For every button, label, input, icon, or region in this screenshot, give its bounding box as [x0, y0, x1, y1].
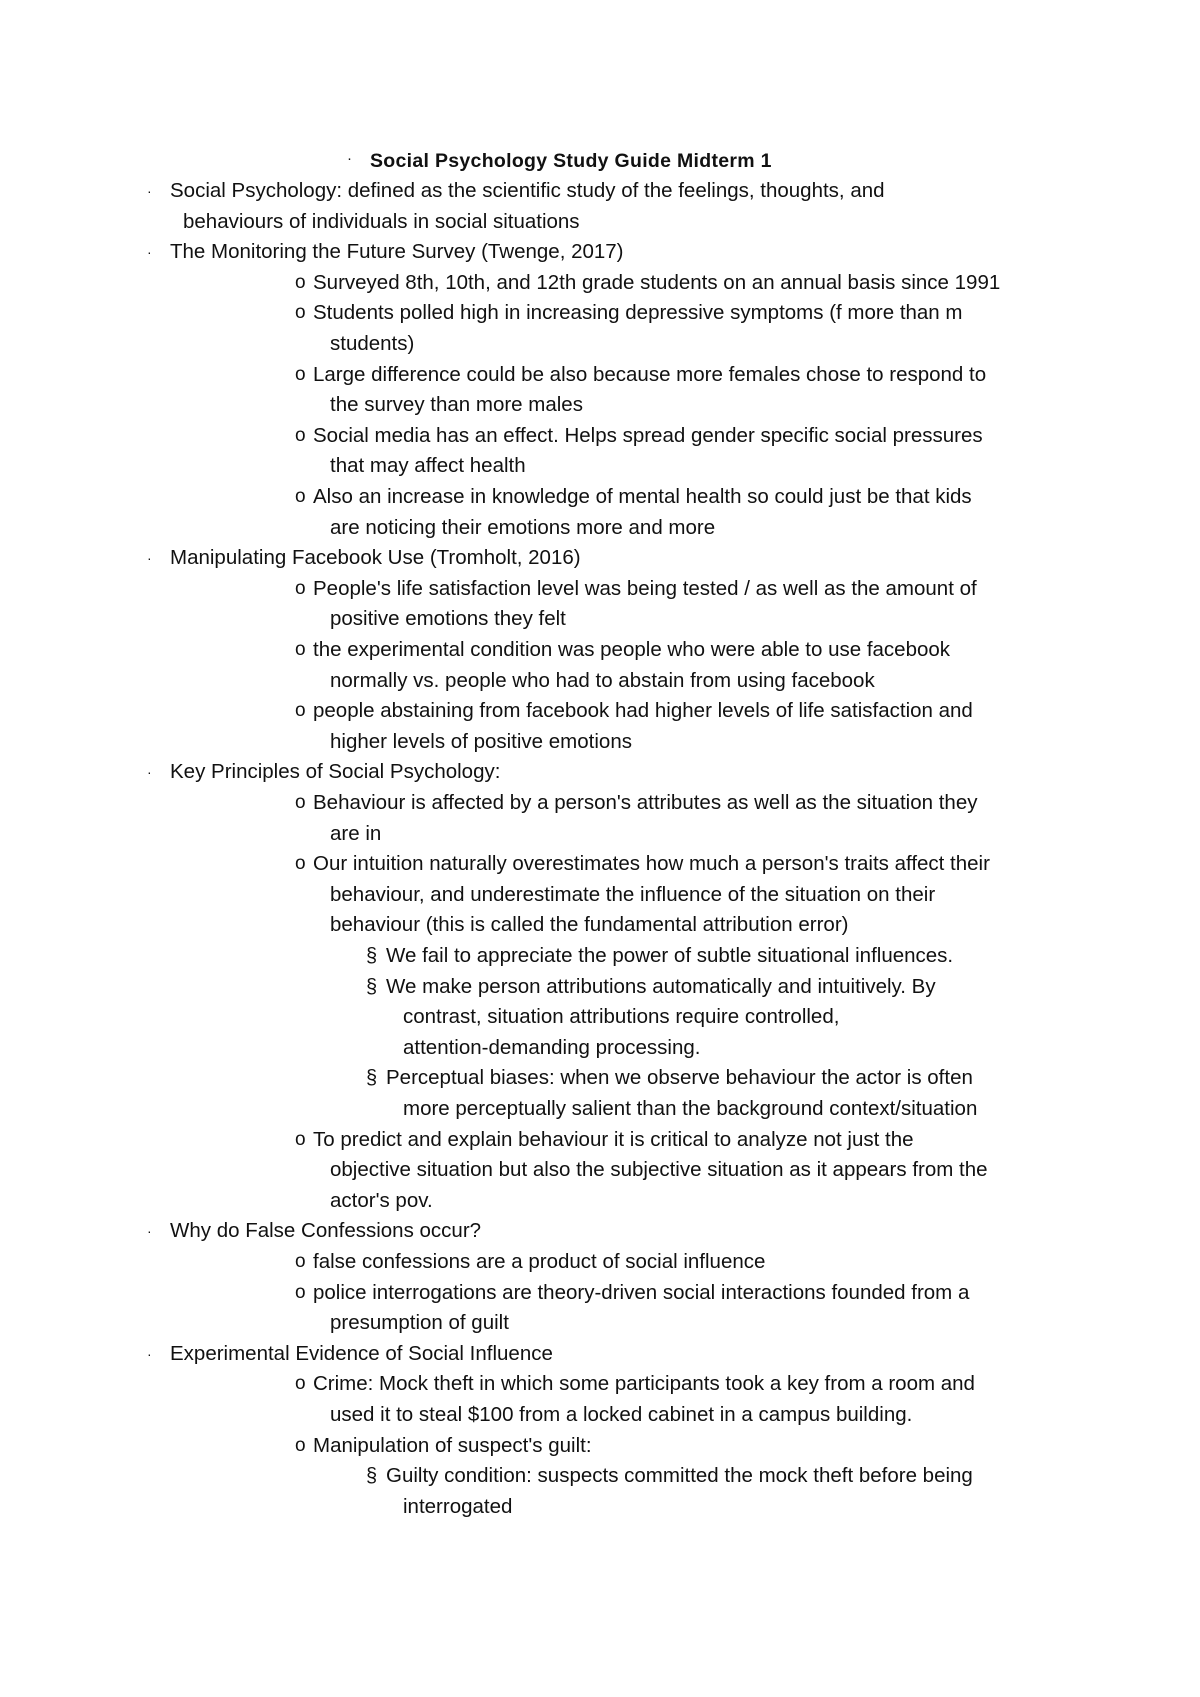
bullet-marker: o	[295, 700, 306, 721]
bullet-marker: §	[366, 945, 378, 967]
title-bullet: ·	[347, 150, 352, 167]
bullet-text-line: Manipulation of suspect's guilt:	[313, 1434, 592, 1457]
bullet-text-line: Also an increase in knowledge of mental health so could just be that kids	[313, 485, 972, 508]
text-line-continuation: used it to steal $100 from a locked cabinet in a campus building.	[330, 1403, 913, 1426]
bullet-marker: o	[295, 302, 306, 323]
bullet-marker: ·	[147, 183, 152, 199]
bullet-text-line: Large difference could be also because more females chose to respond to	[313, 363, 987, 386]
bullet-text-line: Our intuition naturally overestimates how much a person's traits affect their	[313, 852, 990, 875]
bullet-marker: o	[295, 1282, 306, 1303]
bullet-marker: ·	[147, 764, 152, 780]
bullet-marker: o	[295, 272, 306, 293]
bullet-text-line: false confessions are a product of social influence	[313, 1250, 766, 1273]
text-line-continuation: contrast, situation attributions require controlled,	[403, 1005, 840, 1028]
bullet-text-line: Manipulating Facebook Use (Tromholt, 2016)	[170, 546, 581, 569]
bullet-text-line: people abstaining from facebook had higher levels of life satisfaction and	[313, 699, 973, 722]
bullet-marker: o	[295, 639, 306, 660]
bullet-marker: o	[295, 1373, 306, 1394]
bullet-text-line: People's life satisfaction level was being tested / as well as the amount of	[313, 577, 977, 600]
text-line-continuation: interrogated	[403, 1495, 513, 1518]
text-line-continuation: that may affect health	[330, 454, 526, 477]
text-line-continuation: are noticing their emotions more and more	[330, 516, 716, 539]
bullet-text-line: Social media has an effect. Helps spread gender specific social pressures	[313, 424, 983, 447]
text-line-continuation: higher levels of positive emotions	[330, 730, 632, 753]
bullet-text-line: Key Principles of Social Psychology:	[170, 760, 501, 783]
bullet-marker: o	[295, 486, 306, 507]
text-line-continuation: more perceptually salient than the background context/situation	[403, 1097, 978, 1120]
bullet-text-line: Crime: Mock theft in which some participants took a key from a room and	[313, 1372, 975, 1395]
text-line-continuation: the survey than more males	[330, 393, 583, 416]
bullet-text-line: To predict and explain behaviour it is critical to analyze not just the	[313, 1128, 914, 1151]
bullet-marker: ·	[147, 1346, 152, 1362]
text-line-continuation: students)	[330, 332, 415, 355]
bullet-text-line: the experimental condition was people who were able to use facebook	[313, 638, 951, 661]
text-line-continuation: attention-demanding processing.	[403, 1036, 701, 1059]
bullet-marker: §	[366, 976, 378, 998]
bullet-text-line: Surveyed 8th, 10th, and 12th grade students on an annual basis since 1991	[313, 271, 1001, 294]
bullet-marker: o	[295, 1129, 306, 1150]
text-line-continuation: actor's pov.	[330, 1189, 433, 1212]
text-line-continuation: normally vs. people who had to abstain from using facebook	[330, 669, 875, 692]
bullet-text-line: Social Psychology: defined as the scientific study of the feelings, thoughts, and	[170, 179, 885, 202]
text-line-continuation: are in	[330, 822, 382, 845]
bullet-text-line: Guilty condition: suspects committed the mock theft before being	[386, 1464, 973, 1487]
text-line-continuation: behaviour, and underestimate the influence of the situation on their	[330, 883, 936, 906]
text-line-continuation: behaviours of individuals in social situations	[183, 210, 580, 233]
bullet-text-line: The Monitoring the Future Survey (Twenge, 2017)	[170, 240, 624, 263]
bullet-text-line: police interrogations are theory-driven social interactions founded from a	[313, 1281, 970, 1304]
bullet-marker: o	[295, 364, 306, 385]
bullet-marker: ·	[147, 244, 152, 260]
bullet-text-line: Experimental Evidence of Social Influence	[170, 1342, 553, 1365]
bullet-text-line: We make person attributions automatically and intuitively. By	[386, 975, 936, 998]
bullet-marker: §	[366, 1465, 378, 1487]
bullet-marker: o	[295, 578, 306, 599]
bullet-marker: ·	[147, 550, 152, 566]
bullet-marker: o	[295, 1251, 306, 1272]
bullet-text-line: Students polled high in increasing depressive symptoms (f more than m	[313, 301, 963, 324]
bullet-text-line: Behaviour is affected by a person's attributes as well as the situation they	[313, 791, 978, 814]
bullet-marker: o	[295, 853, 306, 874]
bullet-marker: §	[366, 1067, 378, 1089]
bullet-text-line: We fail to appreciate the power of subtle situational influences.	[386, 944, 954, 967]
bullet-text-line: Perceptual biases: when we observe behaviour the actor is often	[386, 1066, 973, 1089]
page-title: Social Psychology Study Guide Midterm 1	[370, 150, 772, 172]
bullet-marker: o	[295, 1435, 306, 1456]
text-line-continuation: objective situation but also the subjective situation as it appears from the	[330, 1158, 988, 1181]
text-line-continuation: behaviour (this is called the fundamental attribution error)	[330, 913, 849, 936]
bullet-text-line: Why do False Confessions occur?	[170, 1219, 482, 1242]
bullet-marker: o	[295, 425, 306, 446]
bullet-marker: ·	[147, 1223, 152, 1239]
text-line-continuation: positive emotions they felt	[330, 607, 566, 630]
bullet-marker: o	[295, 792, 306, 813]
text-line-continuation: presumption of guilt	[330, 1311, 509, 1334]
